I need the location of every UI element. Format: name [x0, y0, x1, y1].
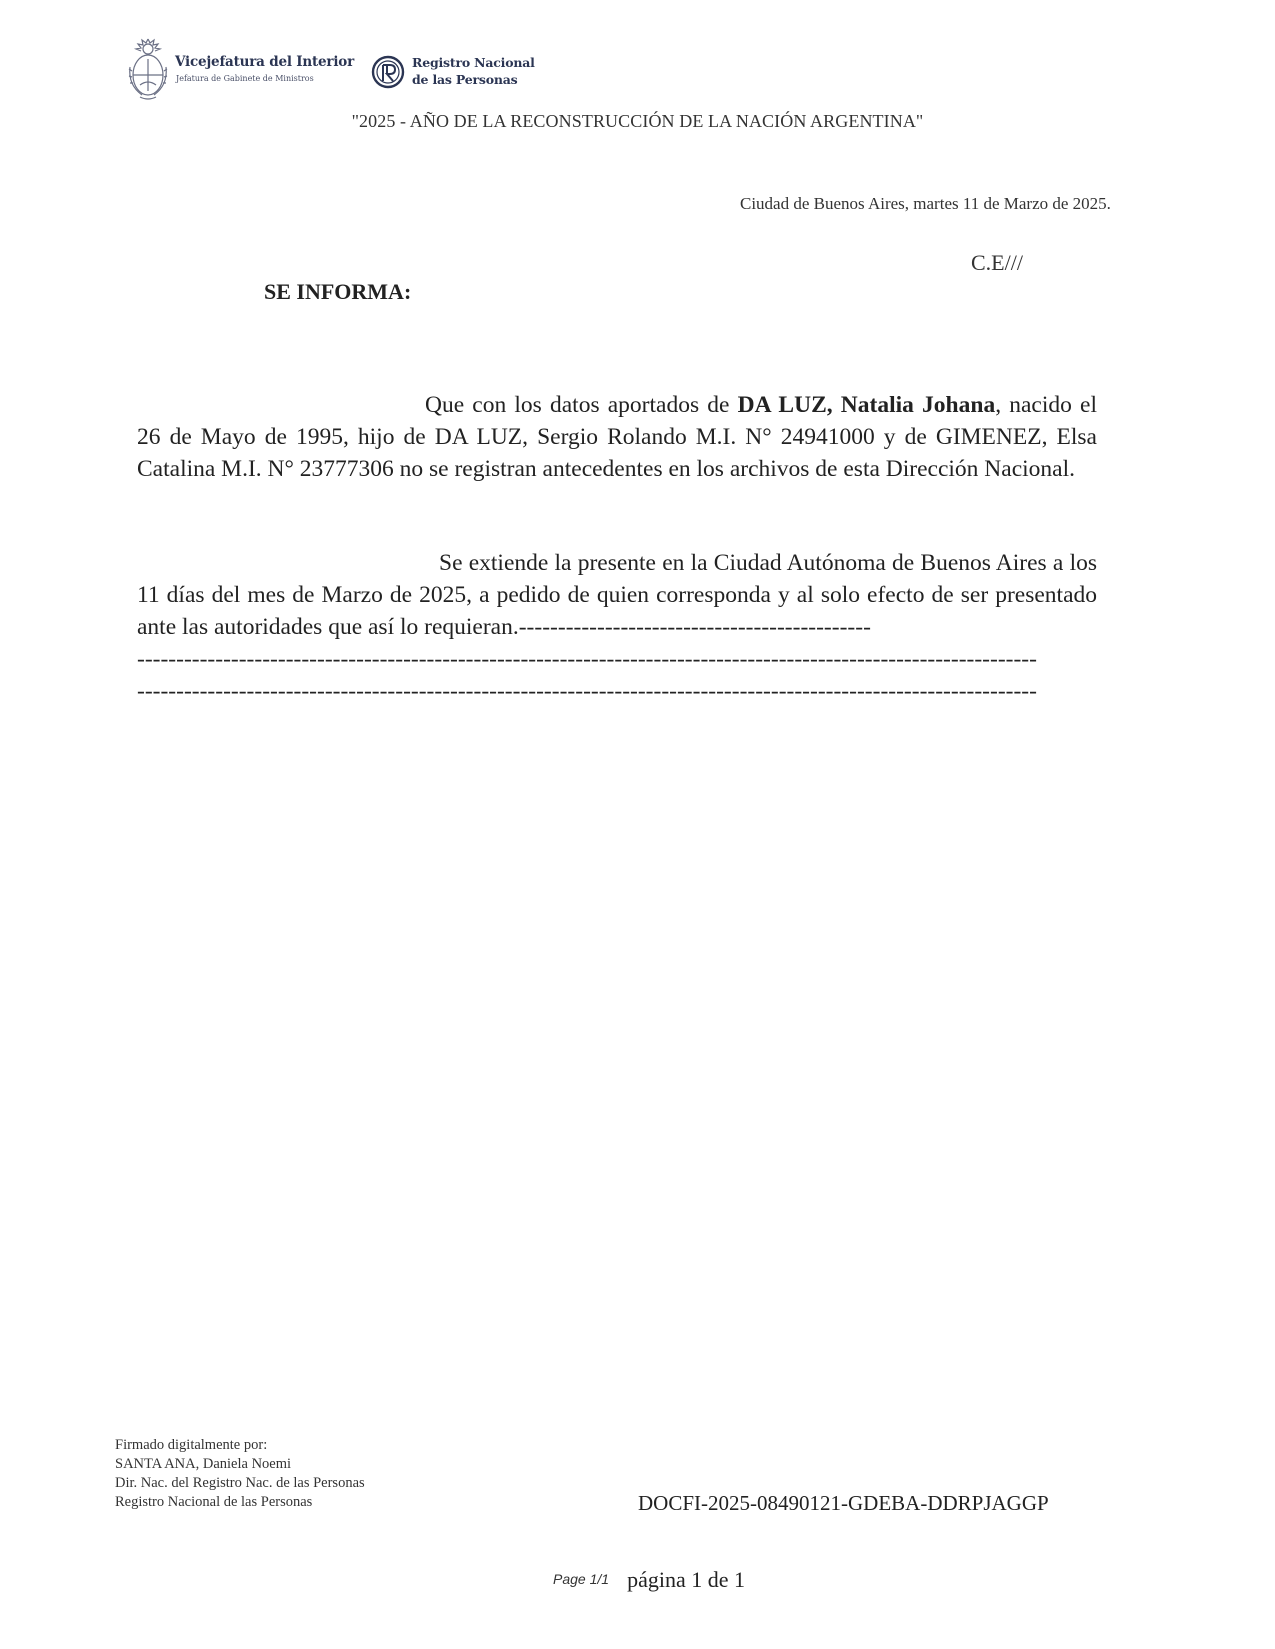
vicejefatura-title: Vicejefatura del Interior — [175, 54, 354, 70]
page-number-small: Page 1/1 — [553, 1571, 610, 1587]
paragraph2-trailing-dashes: --------------------------------------------- — [518, 614, 871, 640]
page-number-large: página 1 de 1 — [627, 1567, 745, 1592]
year-motto: "2025 - AÑO DE LA RECONSTRUCCIÓN DE LA NACIÓN ARGENTINA" — [351, 111, 924, 131]
renaper-line2: de las Personas — [412, 72, 518, 87]
paragraph-certification — [137, 389, 1097, 485]
paragraph1-rest: , nacido el 26 de Mayo de 1995, hijo de DA LUZ, Sergio Rolando M.I. N° 24941000 y de GIMENEZ, Elsa Catalina M.I. N° 23777306 no se registran antecedentes en los archivos de esta Dirección Nacional. — [137, 392, 1097, 482]
signature-label: Firmado digitalmente por: — [115, 1437, 268, 1453]
vicejefatura-logo — [126, 37, 354, 105]
signer-office: Registro Nacional de las Personas — [115, 1494, 313, 1510]
document-heading: SE INFORMA: — [264, 279, 412, 304]
vicejefatura-subtitle: Jefatura de Gabinete de Ministros — [176, 74, 314, 83]
renaper-r-icon — [371, 50, 407, 96]
subject-name: DA LUZ, Natalia Johana — [737, 392, 996, 418]
paragraph2-text: Se extiende la presente en la Ciudad Autónoma de Buenos Aires a los 11 días del mes de Marzo de 2025, a pedido de quien corresponda y al solo efecto de ser presentado ante las autoridades que así lo requieran. — [137, 550, 1097, 640]
digital-signature-block — [115, 1436, 365, 1512]
renaper-line1: Registro Nacional — [412, 55, 535, 70]
paragraph1-lead: Que con los datos aportados de — [425, 392, 738, 418]
paragraph-issuance — [137, 547, 1097, 707]
signer-name: SANTA ANA, Daniela Noemi — [115, 1456, 292, 1472]
dash-line-1: ------------------------------------------------------------------------------------------------------------------- — [137, 646, 1037, 672]
document-reference: DOCFI-2025-08490121-GDEBA-DDRPJAGGP — [638, 1491, 1049, 1515]
page-footer — [553, 1567, 745, 1593]
dash-line-2: ------------------------------------------------------------------------------------------------------------------- — [137, 678, 1037, 704]
dateline: Ciudad de Buenos Aires, martes 11 de Marzo de 2025. — [740, 194, 1111, 213]
signer-position: Dir. Nac. del Registro Nac. de las Personas — [115, 1475, 365, 1491]
ce-mark: C.E/// — [971, 250, 1023, 275]
renaper-logo — [371, 50, 541, 98]
argentina-coat-of-arms-icon — [126, 37, 170, 103]
